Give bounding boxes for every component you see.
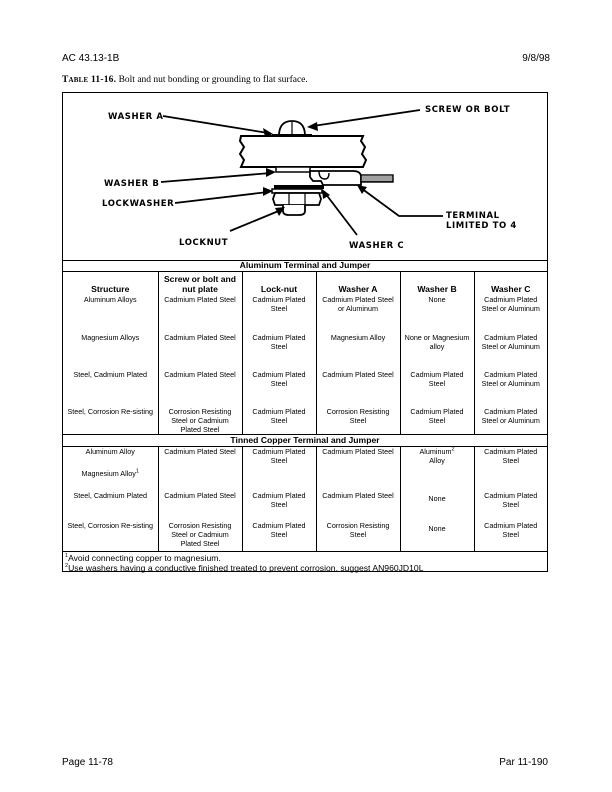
label-terminal-limit: LIMITED TO 4: [446, 221, 517, 231]
table-row: [63, 370, 547, 407]
structure-plate: [240, 136, 366, 167]
table-caption: [62, 75, 308, 85]
label-screw-or-bolt: SCREW OR BOLT: [425, 105, 511, 115]
table-cell: Cadmium Plated Steel: [242, 447, 316, 470]
table-cell: Magnesium Alloy: [316, 333, 400, 370]
footnote-ref-2: 2: [451, 446, 455, 453]
section-copper: [63, 435, 547, 447]
table-cell: Magnesium Alloys: [81, 333, 140, 342]
table-cell: Cadmium Plated Steel: [242, 333, 316, 370]
table-row: [63, 521, 547, 551]
bonding-diagram-svg: [63, 93, 547, 260]
table-cell: Cadmium Plated Steel: [400, 370, 474, 407]
bonding-diagram: [63, 93, 547, 261]
footnote-mark: 1: [65, 553, 69, 560]
label-lockwasher: LOCKWASHER: [102, 199, 175, 209]
footnote-ref-1: 1: [135, 468, 139, 475]
section-title-copper: Tinned Copper Terminal and Jumper: [63, 435, 547, 447]
table-footnotes: [63, 551, 547, 575]
footnote: [65, 553, 545, 563]
label-washer-c: WASHER C: [349, 241, 405, 251]
col-header: Structure: [91, 284, 130, 294]
table-cell: Corrosion Resisting Steel: [316, 407, 400, 435]
column-headers: [63, 272, 547, 296]
paragraph-ref: Par 11-190: [499, 757, 548, 768]
table-cell: [158, 469, 242, 491]
section-aluminum: [63, 260, 547, 272]
footnote: [65, 563, 545, 573]
label-terminal: TERMINAL: [446, 211, 500, 221]
structure-magnesium: Magnesium Alloy: [81, 469, 136, 478]
label-locknut: LOCKNUT: [179, 238, 229, 248]
table-row: [63, 333, 547, 370]
table-cell: Steel, Corrosion Re-sisting: [67, 407, 153, 416]
table-cell: Corrosion Resisting Steel or Cadmium Plated Steel: [158, 521, 242, 551]
table-cell: Aluminum Alloy: [85, 447, 135, 456]
table-cell: Cadmium Plated Steel or Aluminum: [474, 333, 547, 370]
washer-b-shape: [276, 167, 310, 172]
table-cell: Cadmium Plated Steel: [158, 447, 242, 470]
materials-table: [63, 260, 547, 551]
table-cell: Corrosion Resisting Steel or Cadmium Plated Steel: [158, 407, 242, 435]
table-cell: Cadmium Plated Steel: [400, 407, 474, 435]
label-washer-a: WASHER A: [108, 112, 164, 122]
footnote-text: Use washers having a conductive finished treated to prevent corrosion, suggest AN960JD10L: [68, 563, 424, 573]
document-date: 9/8/98: [522, 53, 550, 64]
washer-a-shape: [272, 134, 312, 137]
table-cell: Cadmium Plated Steel or Aluminum: [474, 370, 547, 407]
washer-b-aluminum: Aluminum: [419, 447, 452, 456]
table-cell: Cadmium Plated Steel or Aluminum: [474, 295, 547, 333]
table-row: [63, 469, 547, 491]
table-number: Table 11-16.: [62, 75, 117, 85]
table-cell: Corrosion Resisting Steel: [316, 521, 400, 551]
table-cell: Cadmium Plated Steel: [242, 521, 316, 551]
footnote-mark: 2: [65, 563, 69, 570]
table-row: [63, 491, 547, 521]
col-header: Lock-nut: [242, 272, 316, 296]
page-number: Page 11-78: [62, 757, 113, 768]
col-header: Screw or bolt and nut plate: [158, 272, 242, 296]
table-frame: [62, 92, 548, 572]
table-cell: Aluminum Alloys: [83, 295, 137, 304]
table-cell: Cadmium Plated Steel: [316, 491, 400, 521]
table-cell: Cadmium Plated Steel: [242, 295, 316, 333]
washer-b-alloy: Alloy: [429, 456, 445, 465]
materials-table-wrap: [63, 260, 547, 575]
locknut-shape: [273, 193, 321, 205]
table-cell: None or Magnesium alloy: [400, 333, 474, 370]
table-cell: None: [400, 521, 474, 551]
label-washer-b: WASHER B: [104, 179, 160, 189]
table-cell: [400, 469, 474, 491]
col-header: Washer C: [474, 272, 547, 296]
col-header: Washer A: [316, 272, 400, 296]
table-cell: [400, 447, 474, 470]
table-row: [63, 447, 547, 470]
table-cell: None: [400, 491, 474, 521]
table-row: [63, 407, 547, 435]
table-cell: Cadmium Plated Steel: [316, 370, 400, 407]
table-cell: Cadmium Plated Steel: [474, 491, 547, 521]
table-cell: Cadmium Plated Steel or Aluminum: [316, 295, 400, 333]
col-header: Washer B: [400, 272, 474, 296]
table-cell: Cadmium Plated Steel: [242, 370, 316, 407]
table-cell: Cadmium Plated Steel: [158, 491, 242, 521]
table-cell: [474, 469, 547, 491]
bolt-end: [283, 205, 305, 215]
table-cell: Steel, Cadmium Plated: [73, 370, 147, 379]
terminal-shape: [310, 171, 361, 185]
table-row: [63, 295, 547, 333]
table-cell: [242, 469, 316, 491]
table-cell: Cadmium Plated Steel: [158, 333, 242, 370]
table-cell: Cadmium Plated Steel: [242, 407, 316, 435]
table-cell: [63, 469, 158, 491]
table-cell: Cadmium Plated Steel or Aluminum: [474, 407, 547, 435]
table-cell: Cadmium Plated Steel: [474, 447, 547, 470]
table-cell: Steel, Cadmium Plated: [73, 491, 147, 500]
section-title-aluminum: Aluminum Terminal and Jumper: [63, 260, 547, 272]
table-cell: Cadmium Plated Steel: [242, 491, 316, 521]
footnote-text: Avoid connecting copper to magnesium.: [68, 553, 221, 563]
table-cell: Cadmium Plated Steel: [158, 295, 242, 333]
table-cell: None: [400, 295, 474, 333]
table-cell: [316, 469, 400, 491]
table-cell: Steel, Corrosion Re-sisting: [67, 521, 153, 530]
table-title: Bolt and nut bonding or grounding to flat surface.: [116, 75, 308, 85]
table-cell: Cadmium Plated Steel: [474, 521, 547, 551]
table-cell: Cadmium Plated Steel: [158, 370, 242, 407]
document-id: AC 43.13-1B: [62, 53, 120, 64]
table-cell: Cadmium Plated Steel: [316, 447, 400, 470]
